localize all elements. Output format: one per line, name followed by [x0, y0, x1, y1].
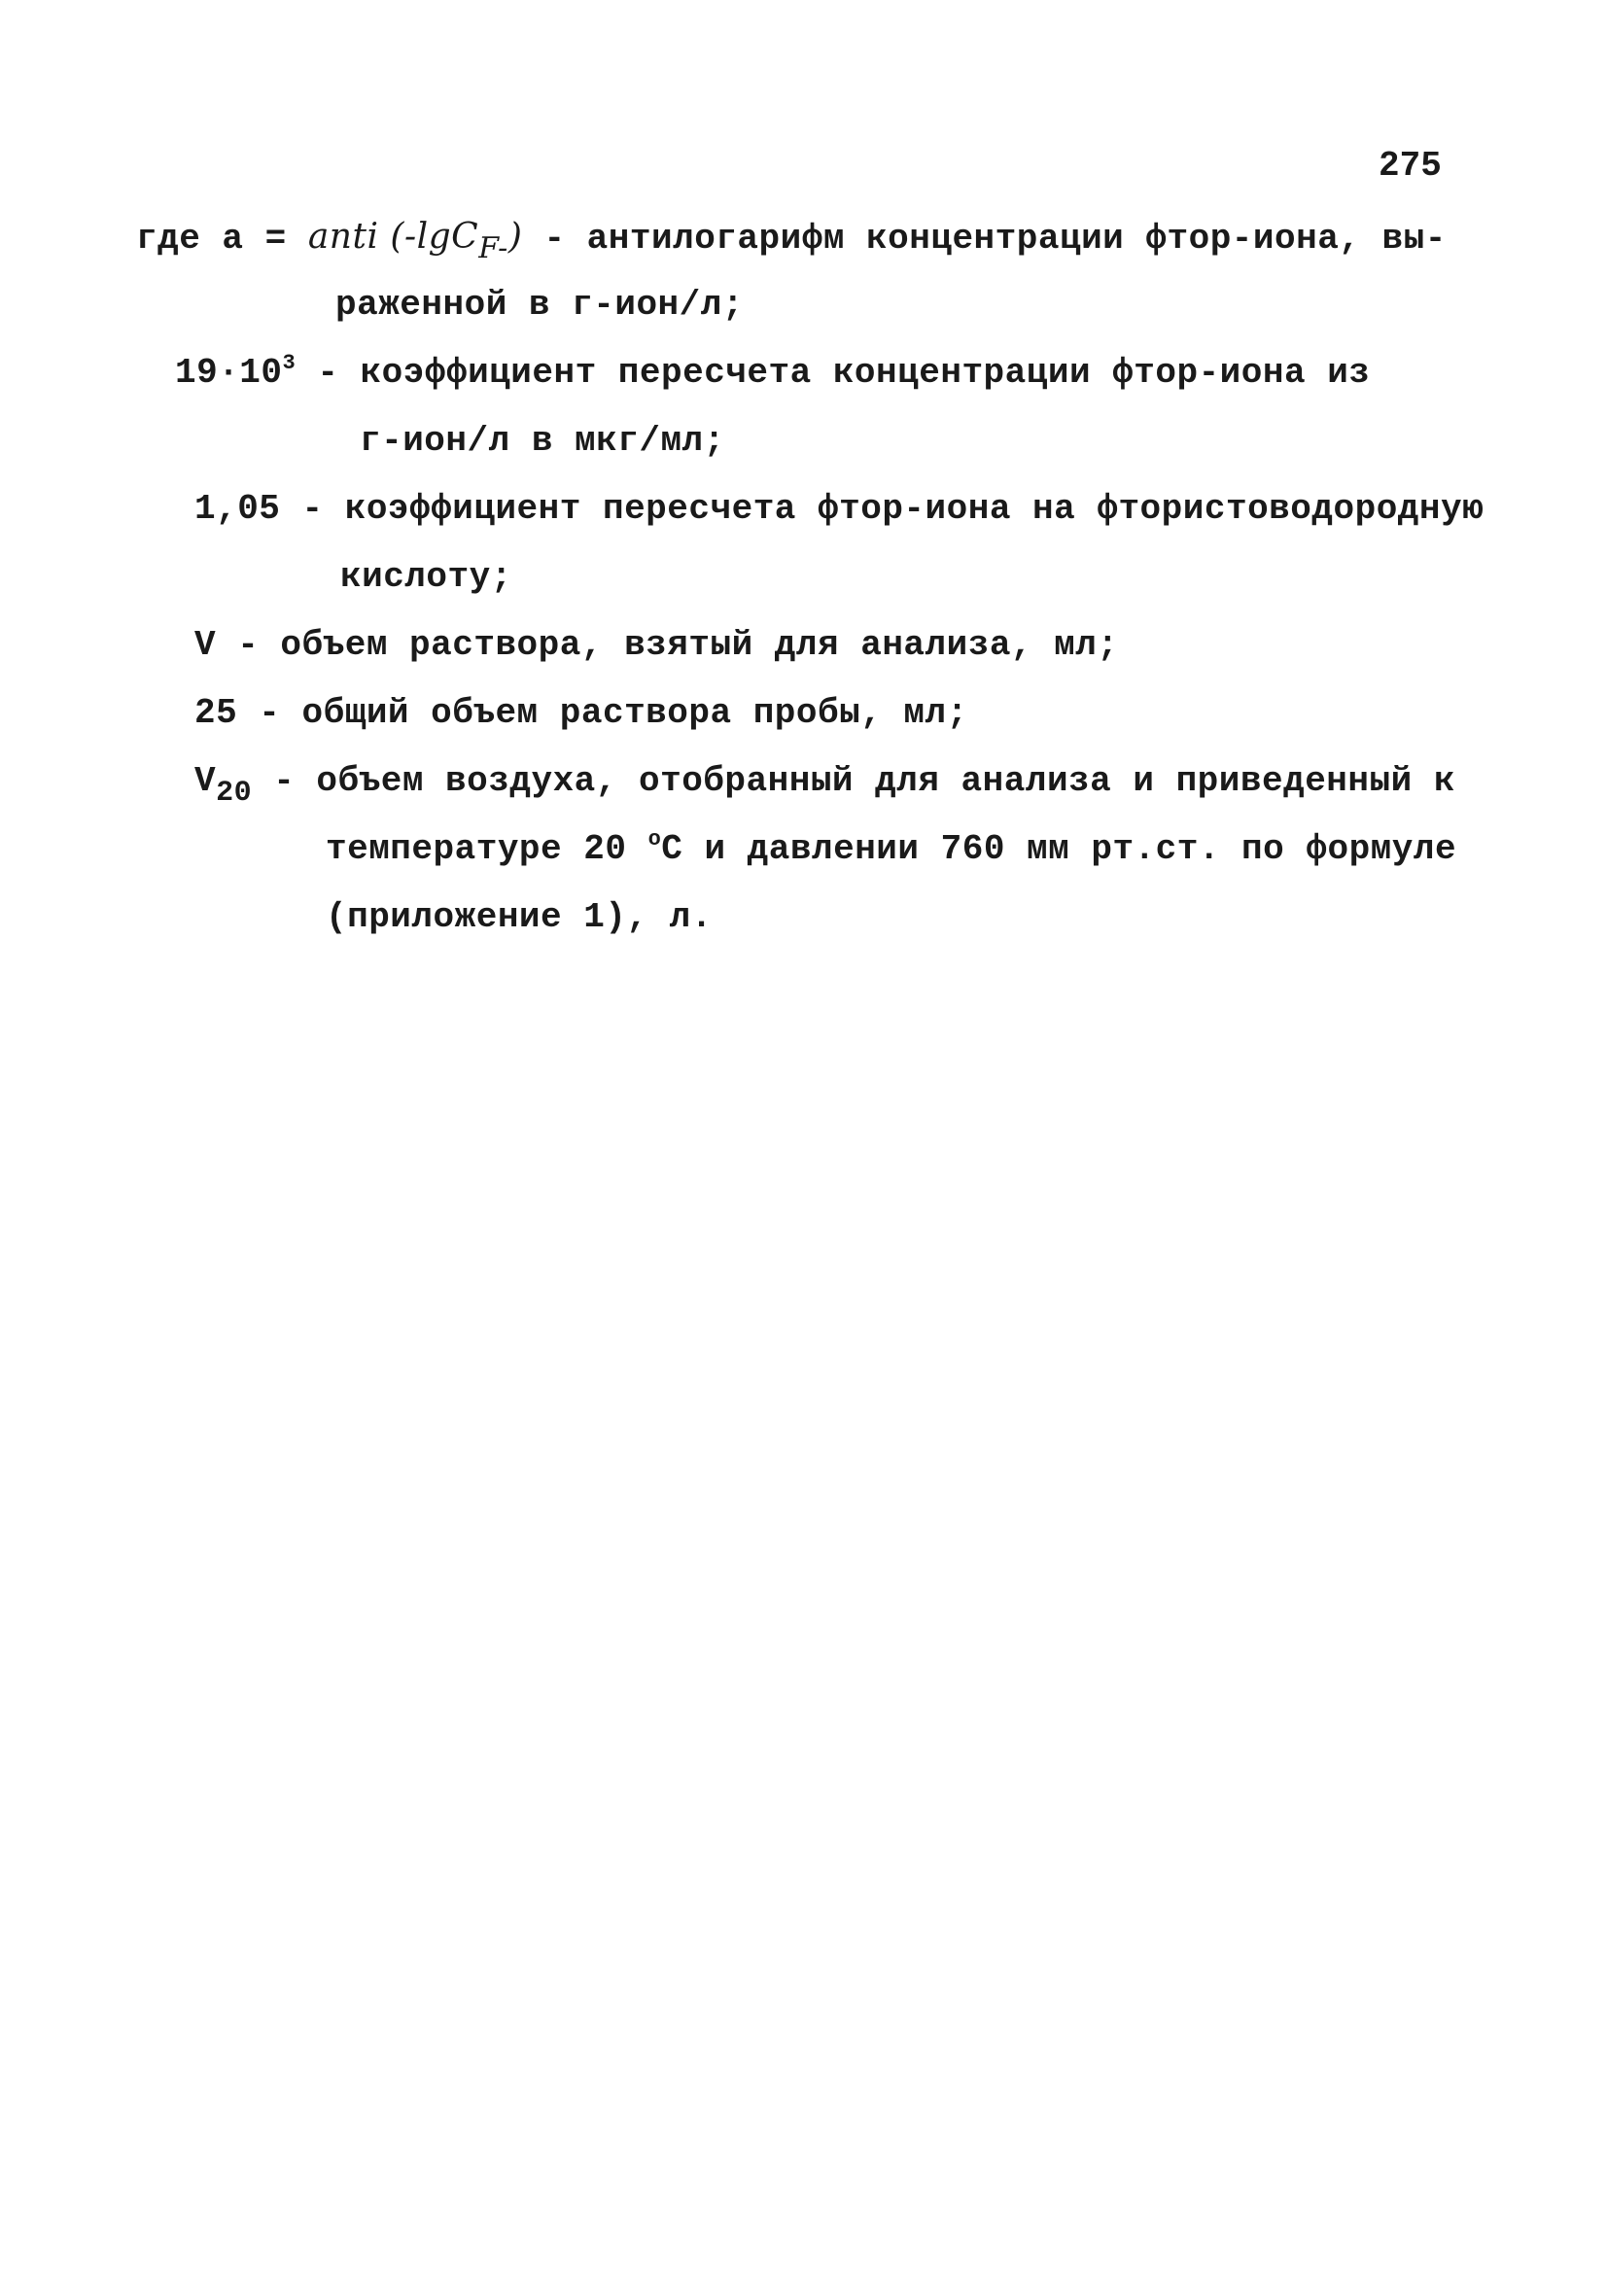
coefficient-value: 19·10 [175, 353, 283, 393]
definition-line-hf-factor: 1,05 - коэффициент пересчета фтор-иона на фтористоводородную [194, 489, 1485, 529]
definition-line-a [136, 216, 1447, 265]
definition-line-appendix-ref: (приложение 1), л. [326, 897, 713, 937]
coefficient-exponent: 3 [282, 351, 297, 375]
definition-line-air-volume-continued [326, 828, 1456, 875]
definition-line-total-volume: 25 - общий объем раствора пробы, мл; [194, 693, 968, 733]
definition-line-coefficient-continued: г-ион/л в мкг/мл; [360, 421, 725, 461]
air-volume-subscript: 20 [216, 777, 253, 810]
definition-line-volume-sample: V - объем раствора, взятый для анализа, мл; [194, 625, 1119, 665]
air-volume-symbol: V [194, 761, 217, 801]
definition-line-hf-factor-continued: кислоту; [340, 557, 512, 597]
page-number: 275 [1379, 146, 1442, 186]
degree-sign: о [647, 827, 662, 852]
line-text: - антилогарифм концентрации фтор-иона, вы- [522, 219, 1447, 259]
formula-subscript: F- [478, 231, 508, 265]
line-text: - коэффициент пересчета концентрации фтор-иона из [296, 353, 1371, 393]
definition-line-a-continued: раженной в г-ион/л; [335, 285, 744, 325]
formula-end: ) [507, 217, 523, 257]
line-text: С и давлении 760 мм рт.ст. по формуле [661, 829, 1457, 869]
line-prefix: где а = [136, 219, 308, 259]
definition-line-coefficient [175, 352, 1370, 399]
antilog-formula [307, 217, 523, 265]
formula-text: anti (-lgC [307, 217, 479, 257]
line-text: - объем воздуха, отобранный для анализа и приведенный к [252, 761, 1455, 801]
definition-line-air-volume [194, 760, 1455, 810]
line-prefix: температуре 20 [326, 829, 648, 869]
